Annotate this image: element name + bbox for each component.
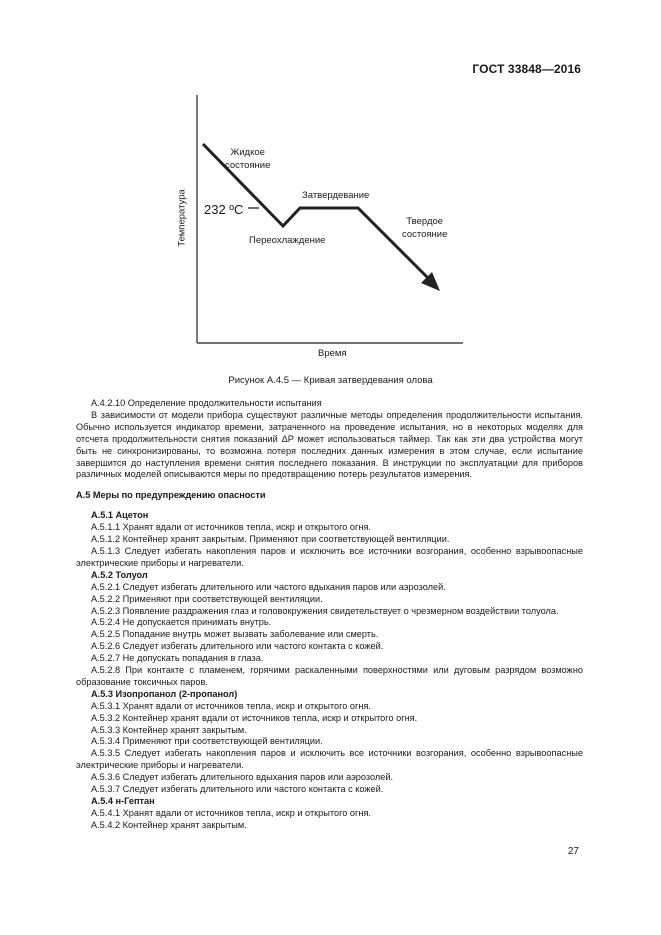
item-a542: А.5.4.2 Контейнер хранят закрытым. (91, 819, 247, 830)
heading-a53: А.5.3 Изопропанол (2-пропанол) (91, 688, 238, 699)
item-a541: А.5.4.1 Хранят вдали от источников тепла, искр и открытого огня. (91, 807, 371, 818)
item-a534: А.5.3.4 Применяют при соответствующей вентиляции. (91, 736, 323, 747)
item-a528: А.5.2.8 При контакте с пламенем, горячими раскаленными поверхностями или дуговым разрядом возможно образование токсичных паров. (76, 665, 583, 687)
heading-a51: А.5.1 Ацетон (91, 510, 149, 521)
item-a536: А.5.3.6 Следует избегать длительного вдыхания паров или аэрозолей. (91, 772, 394, 783)
solid-state-label: Твердое состояние (402, 216, 448, 240)
heading-a52: А.5.2 Толуол (91, 569, 148, 580)
item-a512: А.5.1.2 Контейнер хранят закрытым. Применяют при соответствующей вентиляции. (91, 534, 450, 545)
item-a531: А.5.3.1 Хранят вдали от источников тепла, искр и открытого огня. (91, 700, 371, 711)
figure-caption: Рисунок А.4.5 — Кривая затвердевания олова (228, 375, 433, 386)
item-a532: А.5.3.2 Контейнер хранят вдали от источников тепла, искр и открытого огня. (91, 712, 418, 723)
solidification-curve-figure (0, 0, 661, 400)
x-axis-label: Время (318, 348, 347, 359)
item-a527: А.5.2.7 Не допускать попадания в глаза. (91, 653, 264, 664)
heading-a54: А.5.4 н-Гептан (91, 796, 155, 806)
paragraph-a4210: А.4.2.10 Определение продолжительности испытания (91, 398, 322, 408)
heading-a5: А.5 Меры по предупреждению опасности (76, 490, 266, 501)
item-a526: А.5.2.6 Следует избегать длительного или частого контакта с кожей. (91, 641, 384, 652)
item-a511: А.5.1.1 Хранят вдали от источников тепла, искр и открытого огня. (91, 522, 371, 533)
y-axis-label: Температура (176, 189, 188, 247)
item-a535: А.5.3.5 Следует избегать накопления паров и исключить все источники возгорания, особенно взрывоопасные электрические приборы и нагреватели. (76, 748, 583, 771)
item-a533: А.5.3.3 Контейнер хранят закрытым. (91, 724, 247, 735)
standard-header: ГОСТ 33848—2016 (472, 62, 581, 76)
item-a521: А.5.2.1 Следует избегать длительного или частого вдыхания паров или аэрозолей. (91, 581, 446, 592)
item-a537: А.5.3.7 Следует избегать длительного или частого контакта с кожей. (91, 784, 384, 795)
solidification-label: Затвердевание (302, 190, 370, 201)
item-a525: А.5.2.5 Попадание внутрь может вызвать заболевание или смерть. (91, 629, 379, 640)
liquid-state-label: Жидкое состояние (225, 147, 271, 171)
paragraph-test-duration: В зависимости от модели прибора существуют различные методы определения продолжительности испытания. Обычно используется индикатор времени, затраченного на проведение испытания, но в некоторых моделях для отсчета продолжительности снятия показаний ΔP может использоваться таймер. Так как эти два устройства могут быть не синхронизированы, то возможна потеря последних данных измерения в этом случае, если испытание завершится до наступления времени снятия последнего показания. В инструкции по эксплуатации для приборов различных моделей описываются меры по предотвращению потерь результатов измерения. (76, 409, 583, 480)
page-number: 27 (567, 846, 579, 857)
item-a513: А.5.1.3 Следует избегать накопления паров и исключить все источники возгорания, особенно взрывоопасные электрические приборы и нагреватели. (76, 545, 583, 568)
item-a523: А.5.2.3 Появление раздражения глаз и головокружения свидетельствует о чрезмерном воздействии толуола. (91, 605, 559, 616)
item-a522: А.5.2.2 Применяют при соответствующей вентиляции. (91, 593, 323, 604)
temperature-value-label: 232 ºC (204, 202, 244, 217)
supercooling-label: Переохлаждение (249, 235, 326, 246)
document-body (76, 398, 583, 832)
item-a524: А.5.2.4 Не допускается принимать внутрь. (91, 617, 272, 628)
